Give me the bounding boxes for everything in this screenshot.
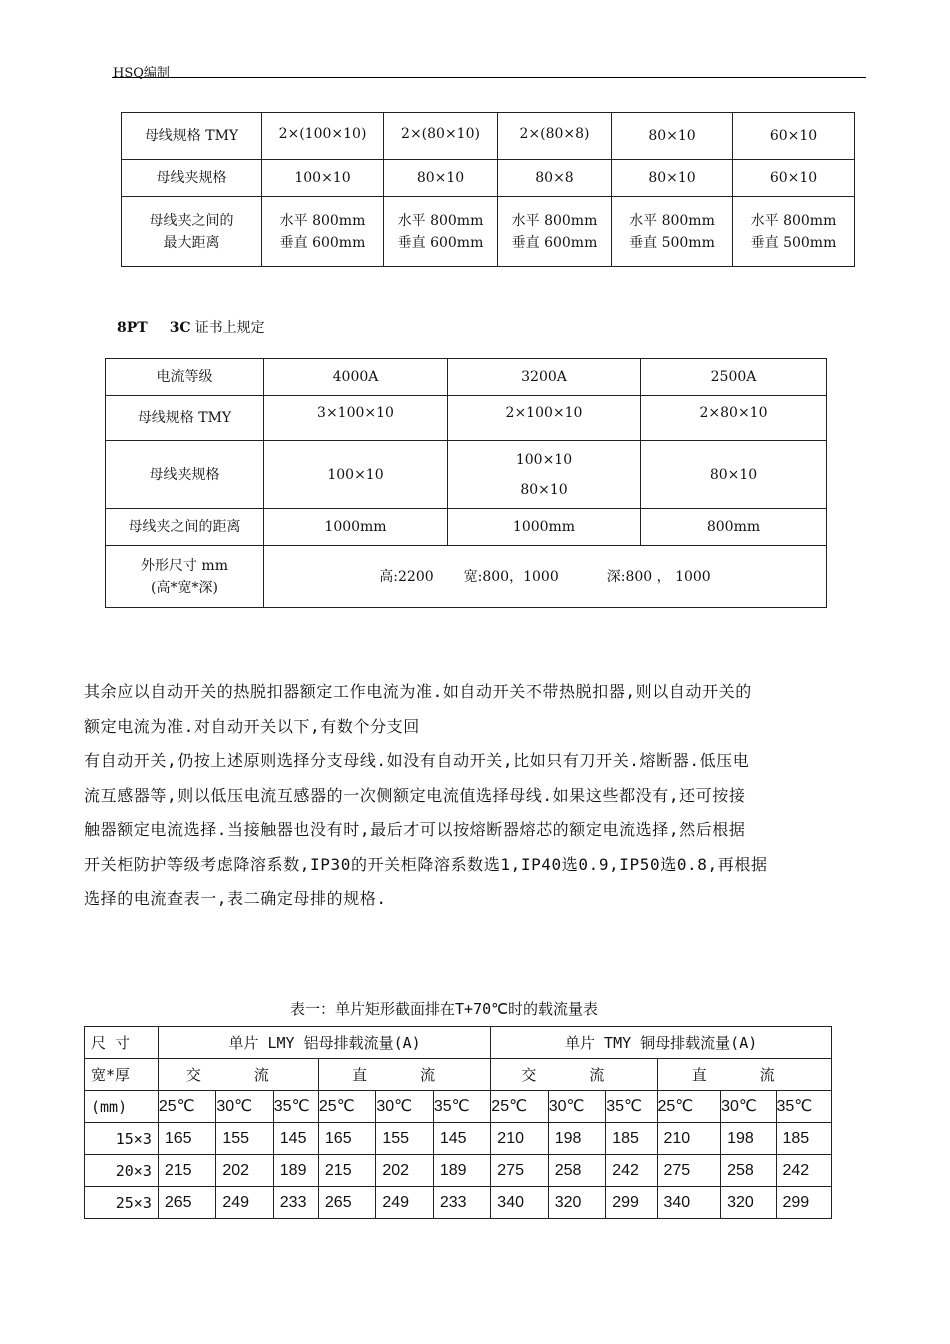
table1-caption: 表一：单片矩形截面排在T+70℃时的载流量表	[290, 1000, 598, 1018]
row-label: 母线夹规格	[122, 160, 262, 197]
cell-line: 水平 800mm	[629, 212, 715, 229]
temp-header: 30℃	[216, 1091, 273, 1123]
row-label	[122, 197, 262, 267]
temp-header: 25℃	[158, 1091, 215, 1123]
temp-header: 35℃	[776, 1091, 832, 1123]
value-cell: 340	[491, 1187, 548, 1219]
table-cell: 60×10	[733, 160, 855, 197]
dim-depth: 深:800 ， 1000	[606, 568, 711, 585]
value-cell: 299	[776, 1187, 832, 1219]
value-cell: 233	[273, 1187, 318, 1219]
cert-heading	[117, 317, 265, 337]
value-cell: 189	[273, 1155, 318, 1187]
table-cell: 80×10	[612, 160, 733, 197]
cell-line: 水平 800mm	[397, 212, 484, 229]
row-label	[106, 546, 264, 608]
ac-header: 交 流	[158, 1059, 318, 1091]
cell-line: 水平 800mm	[511, 212, 598, 229]
value-cell: 202	[216, 1155, 273, 1187]
label-line: 外形尺寸 mm	[140, 557, 228, 574]
temp-header: 35℃	[606, 1091, 657, 1123]
cell-line: 水平 800mm	[750, 212, 837, 229]
page-header: HSQ编制	[113, 66, 170, 81]
paragraph-line: 有自动开关,仍按上述原则选择分支母线.如没有自动开关,比如只有刀开关.熔断器.低压电	[84, 751, 750, 770]
table-row	[122, 113, 855, 160]
dc-header: 直 流	[657, 1059, 832, 1091]
value-cell: 320	[721, 1187, 776, 1219]
value-cell: 210	[657, 1123, 721, 1155]
value-cell: 265	[158, 1187, 215, 1219]
table-cell: 100×10	[262, 160, 384, 197]
cert-heading-text: 证书上规定	[194, 320, 265, 336]
table-cell: 2500A	[641, 359, 827, 396]
dimensions-cell	[264, 546, 827, 608]
body-paragraph	[84, 675, 854, 917]
table-cell: 1000mm	[448, 509, 641, 546]
table-row	[106, 396, 827, 441]
table-cell	[733, 197, 855, 267]
value-cell: 265	[318, 1187, 375, 1219]
row-label: 母线夹规格	[106, 441, 264, 509]
value-cell: 275	[491, 1155, 548, 1187]
table-row	[85, 1187, 832, 1219]
table-row	[106, 359, 827, 396]
table-row	[85, 1155, 832, 1187]
value-cell: 299	[606, 1187, 657, 1219]
value-cell: 249	[216, 1187, 273, 1219]
temp-header: 30℃	[376, 1091, 433, 1123]
table-cell	[384, 197, 498, 267]
table-cell: 60×10	[733, 113, 855, 160]
table-header-row	[85, 1059, 832, 1091]
value-cell: 242	[776, 1155, 832, 1187]
value-cell: 185	[776, 1123, 832, 1155]
size-cell: 25×3	[85, 1187, 159, 1219]
table-cell	[448, 441, 641, 509]
cell-line: 垂直 500mm	[750, 234, 837, 251]
temp-header: 35℃	[273, 1091, 318, 1123]
value-cell: 258	[721, 1155, 776, 1187]
temp-header: 30℃	[548, 1091, 605, 1123]
table-row	[122, 197, 855, 267]
table-cell: 2×(80×10)	[384, 113, 498, 160]
temp-header: 25℃	[491, 1091, 548, 1123]
value-cell: 198	[721, 1123, 776, 1155]
table-header-row	[85, 1091, 832, 1123]
dim-height: 高:2200	[379, 568, 434, 585]
table-row	[122, 160, 855, 197]
size-cell: 20×3	[85, 1155, 159, 1187]
value-cell: 155	[376, 1123, 433, 1155]
cell-line: 垂直 600mm	[511, 234, 598, 251]
paragraph-line: 触器额定电流选择.当接触器也没有时,最后才可以按熔断器熔芯的额定电流选择,然后根据	[84, 820, 746, 839]
size-header: 尺 寸	[85, 1027, 159, 1059]
paragraph-line: 额定电流为准.对自动开关以下,有数个分支回	[84, 716, 420, 736]
table-cell: 800mm	[641, 509, 827, 546]
table-cell: 2×100×10	[448, 396, 641, 441]
label-line: 母线夹之间的	[149, 212, 234, 229]
table-cell: 80×10	[612, 113, 733, 160]
value-cell: 165	[318, 1123, 375, 1155]
paragraph-line: 流互感器等,则以低压电流互感器的一次侧额定电流值选择母线.如果这些都没有,还可按接	[84, 785, 746, 805]
cert-code-3c: 3C	[169, 320, 191, 336]
value-cell: 340	[657, 1187, 721, 1219]
cert-spec-table	[105, 358, 827, 608]
size-header: 宽*厚	[85, 1059, 159, 1091]
value-cell: 215	[318, 1155, 375, 1187]
value-cell: 249	[376, 1187, 433, 1219]
table-row	[106, 441, 827, 509]
table-cell: 3×100×10	[264, 396, 448, 441]
cell-line: 水平 800mm	[279, 212, 366, 229]
value-cell: 198	[548, 1123, 605, 1155]
table-cell: 2×80×10	[641, 396, 827, 441]
table-cell: 80×10	[641, 441, 827, 509]
table-cell: 100×10	[264, 441, 448, 509]
value-cell: 145	[273, 1123, 318, 1155]
cell-line: 垂直 500mm	[629, 234, 715, 251]
value-cell: 320	[548, 1187, 605, 1219]
header-rule	[112, 77, 866, 78]
table-cell: 4000A	[264, 359, 448, 396]
table-cell: 2×(100×10)	[262, 113, 384, 160]
table-cell: 2×(80×8)	[498, 113, 612, 160]
paragraph-line: 选择的电流查表一,表二确定母排的规格.	[84, 889, 387, 908]
table-cell: 80×8	[498, 160, 612, 197]
value-cell: 155	[216, 1123, 273, 1155]
ampacity-table	[84, 1026, 832, 1219]
cell-line: 垂直 600mm	[397, 234, 484, 251]
value-cell: 202	[376, 1155, 433, 1187]
table-row	[106, 546, 827, 608]
table-cell	[262, 197, 384, 267]
table-cell	[498, 197, 612, 267]
cell-line: 100×10	[515, 451, 573, 468]
size-cell: 15×3	[85, 1123, 159, 1155]
temp-header: 35℃	[433, 1091, 490, 1123]
value-cell: 210	[491, 1123, 548, 1155]
size-header: (mm)	[85, 1091, 159, 1123]
value-cell: 258	[548, 1155, 605, 1187]
table-cell: 80×10	[384, 160, 498, 197]
tmy-group-header: 单片 TMY 铜母排载流量(A)	[491, 1027, 832, 1059]
lmy-group-header: 单片 LMY 铝母排载流量(A)	[158, 1027, 490, 1059]
value-cell: 165	[158, 1123, 215, 1155]
row-label: 母线规格 TMY	[122, 113, 262, 160]
table-row	[106, 509, 827, 546]
table-cell	[612, 197, 733, 267]
cell-line: 80×10	[520, 481, 568, 498]
row-label: 母线规格 TMY	[106, 396, 264, 441]
ac-header: 交 流	[491, 1059, 657, 1091]
table-cell: 1000mm	[264, 509, 448, 546]
paragraph-line: 开关柜防护等级考虑降溶系数,IP30的开关柜降溶系数选1,IP40选0.9,IP50选0.8,再根据	[84, 854, 768, 874]
value-cell: 275	[657, 1155, 721, 1187]
temp-header: 25℃	[318, 1091, 375, 1123]
busbar-spec-table	[121, 112, 855, 267]
table-cell: 3200A	[448, 359, 641, 396]
label-line: (高*宽*深)	[151, 579, 218, 596]
value-cell: 145	[433, 1123, 490, 1155]
temp-header: 25℃	[657, 1091, 721, 1123]
row-label: 母线夹之间的距离	[106, 509, 264, 546]
label-line: 最大距离	[163, 234, 220, 251]
dc-header: 直 流	[318, 1059, 490, 1091]
table-row	[85, 1123, 832, 1155]
value-cell: 185	[606, 1123, 657, 1155]
row-label: 电流等级	[106, 359, 264, 396]
paragraph-line: 其余应以自动开关的热脱扣器额定工作电流为准.如自动开关不带热脱扣器,则以自动开关的	[84, 682, 752, 701]
value-cell: 215	[158, 1155, 215, 1187]
value-cell: 233	[433, 1187, 490, 1219]
cell-line: 垂直 600mm	[279, 234, 366, 251]
value-cell: 242	[606, 1155, 657, 1187]
temp-header: 30℃	[721, 1091, 776, 1123]
value-cell: 189	[433, 1155, 490, 1187]
cert-code-8pt: 8PT	[117, 320, 148, 336]
table-header-row	[85, 1027, 832, 1059]
dim-width: 宽:800，1000	[463, 568, 559, 585]
